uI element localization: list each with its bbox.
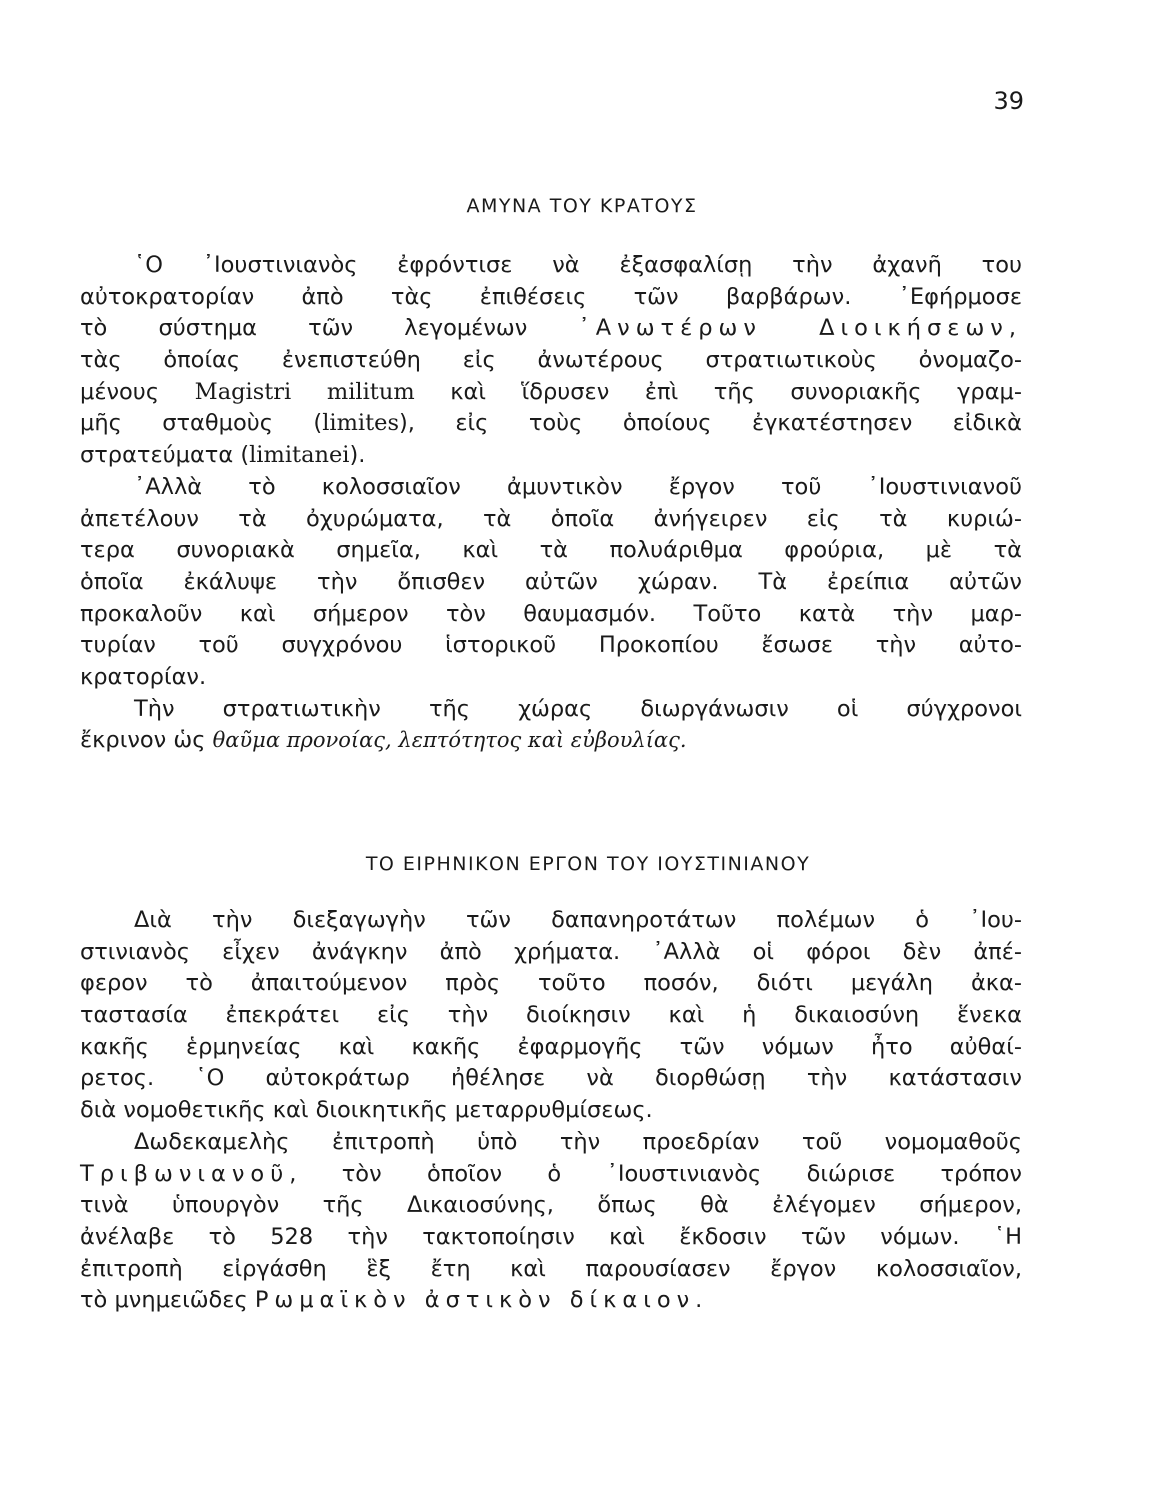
text-line: τινὰ ὑπουργὸν τῆς Δικαιοσύνης, ὅπως θὰ ἐλέγομεν σήμερον, [80,1192,1022,1219]
text-span: . [695,1287,703,1314]
text-span: στρατεύματα ( [80,442,250,469]
text-line [80,1159,1022,1191]
page-number: 39 [993,87,1024,115]
text-span: ἔκρινον ὡς [80,727,213,754]
text-span: ). [349,442,366,469]
section-heading-peace-work: ΤΟ ΕΙΡΗΝΙΚΟΝ ΕΡΓΟΝ ΤΟΥ ΙΟΥΣΤΙΝΙΑΝΟΥ [365,853,811,875]
text-line [80,377,1022,409]
italic-quote: θαῦμα προνοίας, λεπτότητος καὶ εὐβουλίας. [212,728,687,753]
spaced-term: Ρωμαϊκὸν ἀστικὸν δίκαιον [254,1287,696,1314]
text-line: ἐπιτροπὴ εἰργάσθη ἓξ ἔτη καὶ παρουσίασεν ἔργον κολοσσιαῖον, [80,1255,1022,1282]
text-line: κρατορίαν. [80,663,207,690]
section-body-defense [80,250,1022,757]
text-line: ταστασία ἐπεκράτει εἰς τὴν διοίκησιν καὶ ἡ δικαιοσύνη ἕνεκα [80,1002,1022,1029]
text-line: τυρίαν τοῦ συγχρόνου ἱστορικοῦ Προκοπίου ἔσωσε τὴν αὐτο- [80,632,1022,659]
text-span: καὶ ἵδρυσεν ἐπὶ τῆς συνοριακῆς γραμ- [414,378,1022,405]
text-line: τερα συνοριακὰ σημεῖα, καὶ τὰ πολυάριθμα φρούρια, μὲ τὰ [80,537,1022,564]
text-line: στινιανὸς εἶχεν ἀνάγκην ἀπὸ χρήματα. ᾿Αλλὰ οἱ φόροι δὲν ἀπέ- [80,938,1022,965]
text-line: Διὰ τὴν διεξαγωγὴν τῶν δαπανηροτάτων πολέμων ὁ ᾿Ιου- [134,907,1022,933]
text-line [80,408,1022,440]
text-line: διὰ νομοθετικῆς καὶ διοικητικῆς μεταρρυθμίσεως. [80,1097,653,1124]
text-line: Δωδεκαμελὴς ἐπιτροπὴ ὑπὸ τὴν προεδρίαν τοῦ νομομαθοῦς [134,1128,1022,1155]
text-line: ὁποῖα ἐκάλυψε τὴν ὄπισθεν αὐτῶν χώραν. Τὰ ἐρείπια αὐτῶν [80,568,1022,595]
text-line: κακῆς ἑρμηνείας καὶ κακῆς ἐφαρμογῆς τῶν νόμων ἦτο αὐθαί- [80,1033,1022,1060]
text-line [80,313,1022,345]
text-line [80,1285,1022,1317]
text-line: ῾Ο ᾿Ιουστινιανὸς ἐφρόντισε νὰ ἐξασφαλίσῃ τὴν ἀχανῆ του [134,252,1022,278]
spaced-term: Τριβωνιανοῦ [80,1160,290,1187]
text-span: μῆς σταθμοὺς ( [80,410,323,437]
text-line [80,440,1022,472]
text-line: Τὴν στρατιωτικὴν τῆς χώρας διωργάνωσιν οἱ σύγχρονοι [134,695,1022,722]
text-span: μένους [80,378,195,405]
latin-term: Magistri militum [194,378,415,405]
text-line: ρετος. ῾Ο αὐτοκράτωρ ἠθέλησε νὰ διορθώσῃ τὴν κατάστασιν [80,1065,1022,1092]
text-span: τὸ μνημειῶδες [80,1287,255,1314]
section-body-peace-work [80,905,1022,1317]
latin-term: limitanei [249,442,350,469]
text-line [80,725,1022,757]
spaced-term: ᾿Ανωτέρων Διοικήσεων, [578,315,1022,342]
text-line: αὐτοκρατορίαν ἀπὸ τὰς ἐπιθέσεις τῶν βαρβάρων. ᾿Εφήρμοσε [80,283,1022,310]
text-line: ἀπετέλουν τὰ ὀχυρώματα, τὰ ὁποῖα ἀνήγειρεν εἰς τὰ κυριώ- [80,505,1022,532]
text-line: προκαλοῦν καὶ σήμερον τὸν θαυμασμόν. Τοῦτο κατὰ τὴν μαρ- [80,600,1022,627]
text-line: φερον τὸ ἀπαιτούμενον πρὸς τοῦτο ποσόν, διότι μεγάλη ἀκα- [80,970,1022,997]
text-span: ), εἰς τοὺς ὁποίους ἐγκατέστησεν εἰδικὰ [399,410,1022,437]
text-span: , τὸν ὁποῖον ὁ ᾿Ιουστινιανὸς διώρισε τρόπον [289,1160,1022,1187]
text-line: ἀνέλαβε τὸ 528 τὴν τακτοποίησιν καὶ ἔκδοσιν τῶν νόμων. ῾Η [80,1223,1022,1250]
latin-term: limites [322,410,400,437]
text-line: τὰς ὁποίας ἐνεπιστεύθη εἰς ἀνωτέρους στρατιωτικοὺς ὀνομαζο- [80,347,1022,374]
section-heading-defense: ΑΜΥΝΑ ΤΟΥ ΚΡΑΤΟΥΣ [466,195,698,217]
text-line: ᾿Αλλὰ τὸ κολοσσιαῖον ἀμυντικὸν ἔργον τοῦ ᾿Ιουστινιανοῦ [134,473,1022,500]
text-span: τὸ σύστημα τῶν λεγομένων [80,315,579,342]
